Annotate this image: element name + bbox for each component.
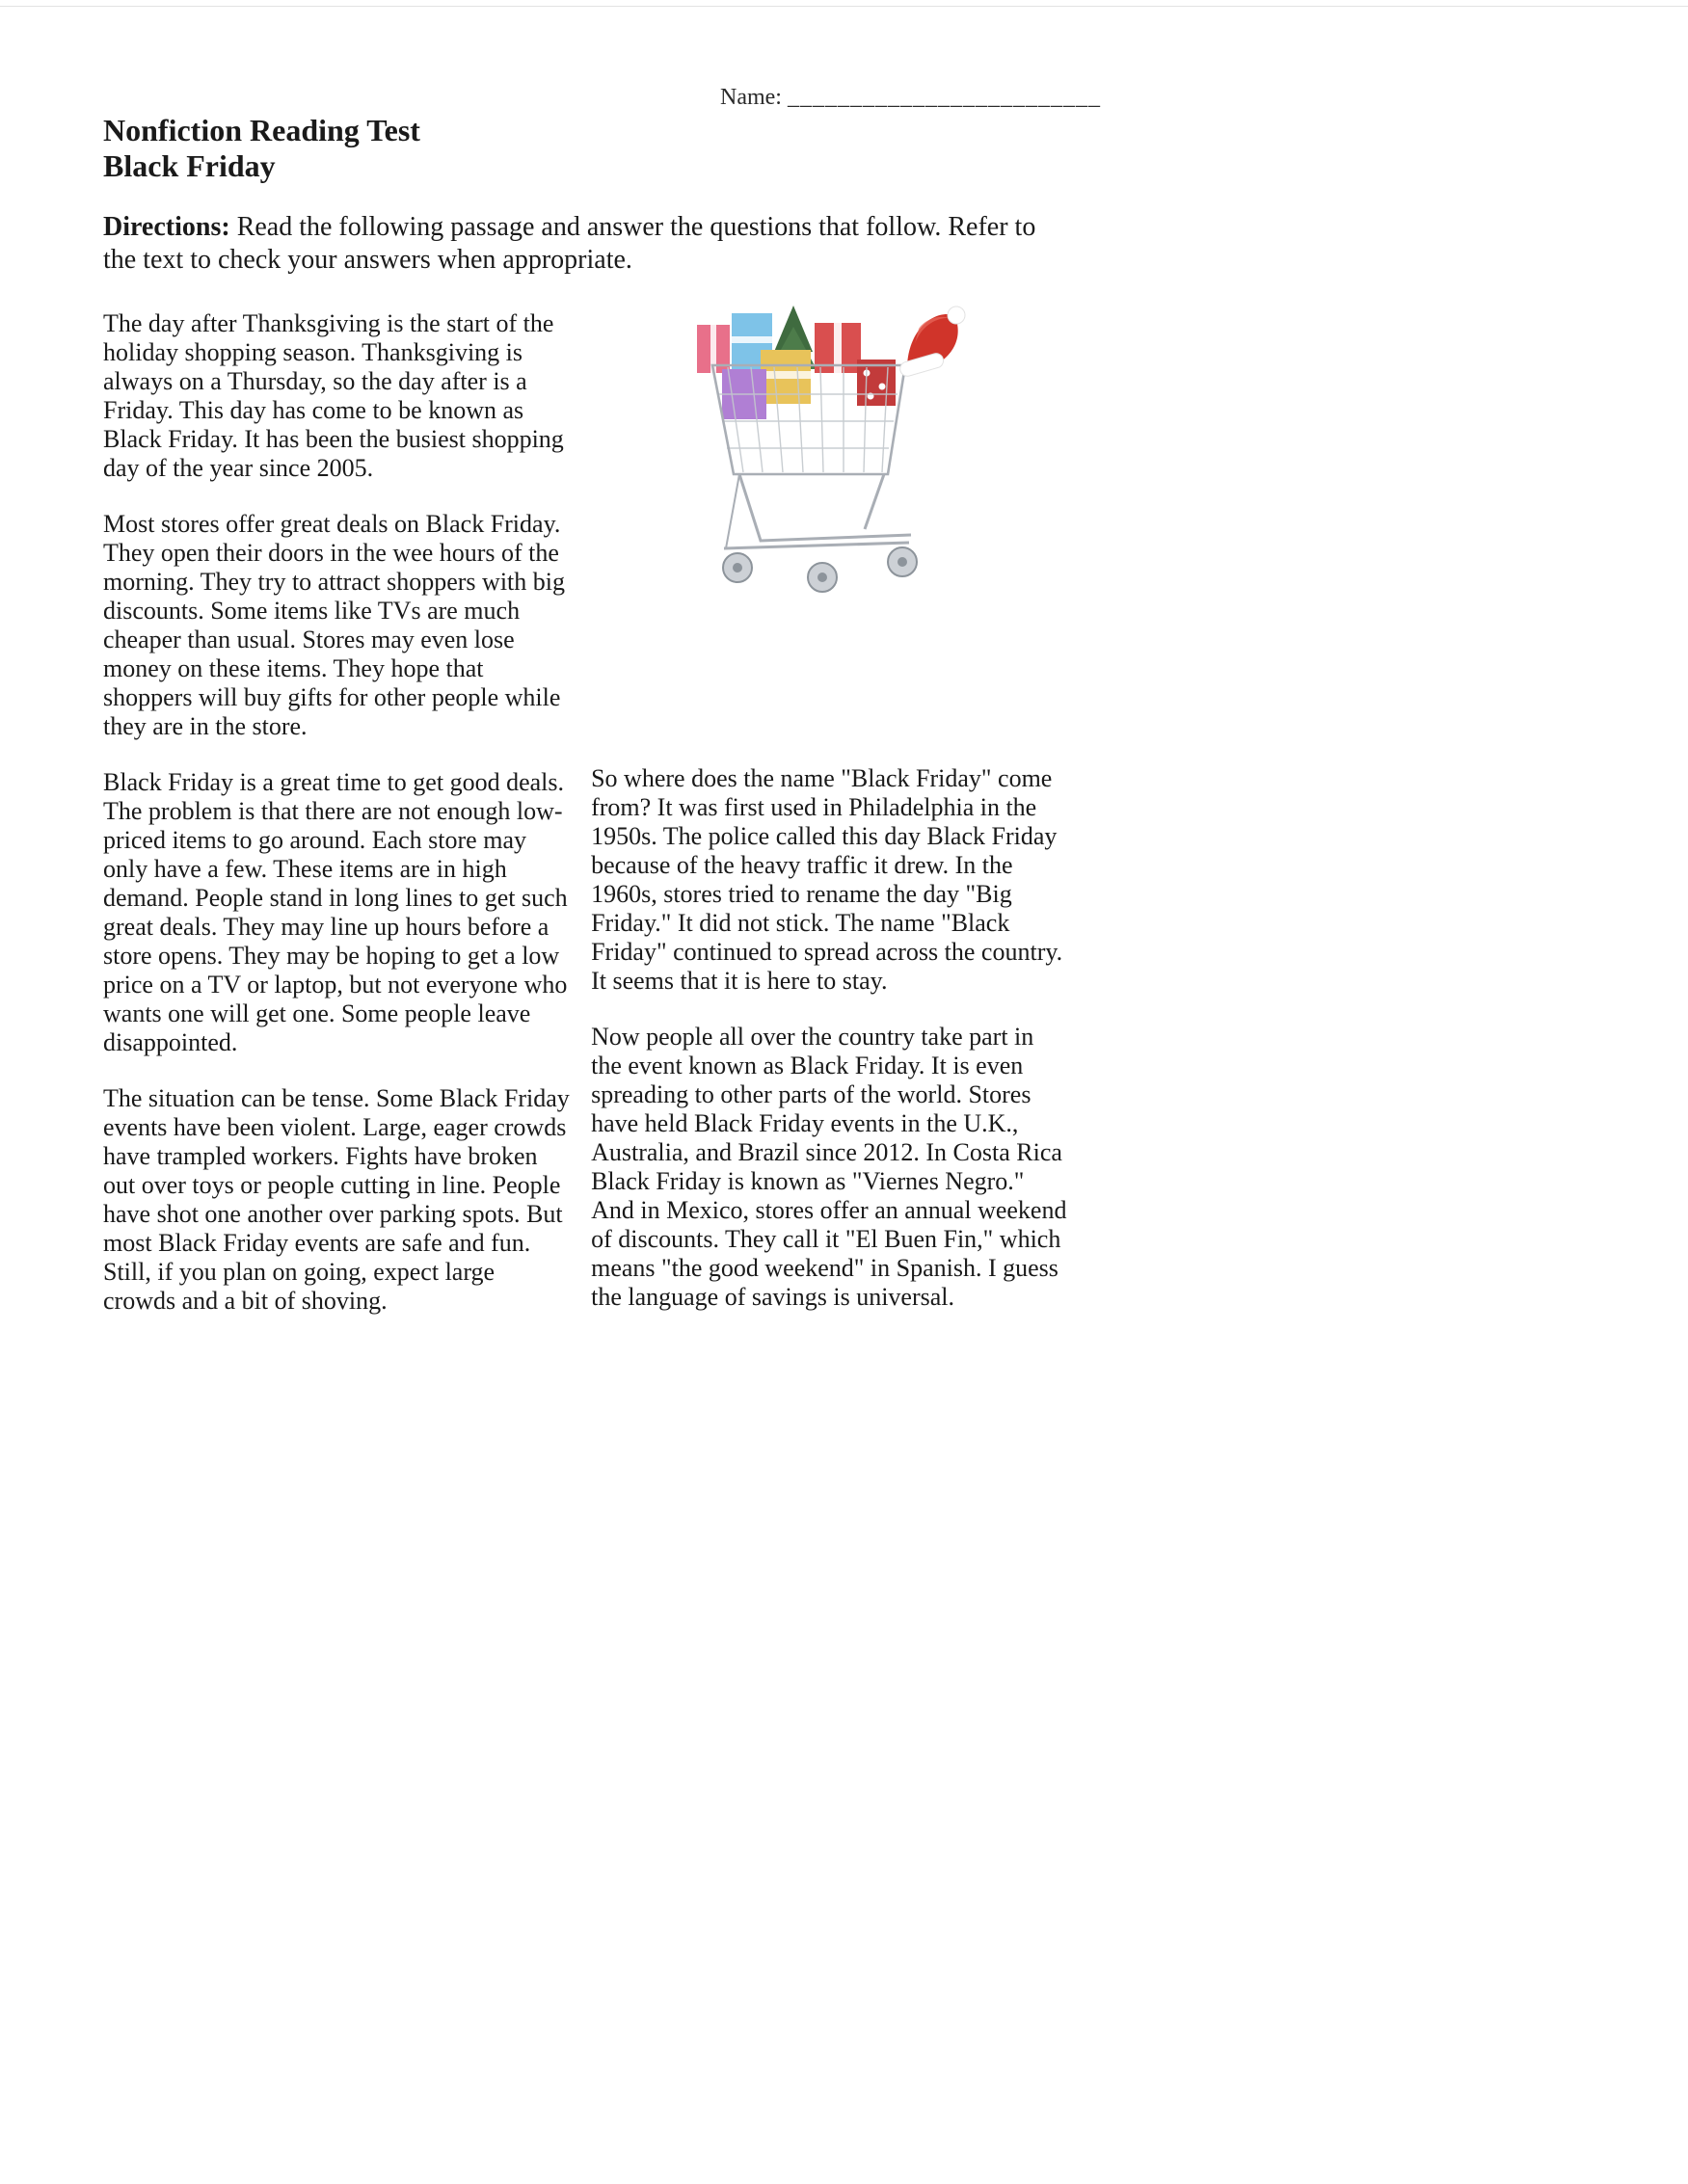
page-edge-line <box>0 6 1688 7</box>
passage-paragraph-2: Most stores offer great deals on Black Friday. They open their doors in the wee hours of the morning. They try to attract shoppers with big discounts. Some items like TVs are much cheaper than usual. Stores may even lose money on these items. They hope that shoppers will buy gifts for other people while they are in the store. <box>103 510 565 740</box>
passage-paragraph-1: The day after Thanksgiving is the start of the holiday shopping season. Thanksgiving is always on a Thursday, so the day after is a Friday. This day has come to be known as Black Friday. It has been the busiest shopping day of the year since 2005. <box>103 309 564 482</box>
passage-right-column <box>591 309 1067 1312</box>
shopping-cart-image <box>668 306 977 606</box>
cart-frame <box>724 474 911 548</box>
cart-wheels <box>723 547 917 592</box>
passage-left-column <box>103 309 570 1316</box>
passage-paragraph-6: Now people all over the country take part in the event known as Black Friday. It is even spreading to other parts of the world. Stores have held Black Friday events in the U.K., Australia, and Brazil since 2012. In Costa Rica Black Friday is known as "Viernes Negro." And in Mexico, stores offer an annual weekend of discounts. They call it "El Buen Fin," which means "the good weekend" in Spanish. I guess the language of savings is universal. <box>591 1023 1067 1311</box>
passage-columns <box>103 309 1067 1316</box>
title-line-2: Black Friday <box>103 148 276 183</box>
worksheet-page <box>103 85 1101 1316</box>
passage-paragraph-5: So where does the name "Black Friday" come from? It was first used in Philadelphia in the 1950s. The police called this day Black Friday because of the heavy traffic it drew. In the 1960s, stores tried to rename the day "Big Friday." It did not stick. The name "Black Friday" continued to spread across the country. It seems that it is here to stay. <box>591 764 1063 995</box>
name-row <box>720 85 1101 111</box>
shopping-cart-illustration <box>668 306 977 606</box>
name-label: Name: <box>720 85 782 110</box>
directions-label: Directions: <box>103 212 230 242</box>
name-blank-line: _________________________ <box>787 85 1101 110</box>
page-title <box>103 113 1067 184</box>
passage-paragraph-4: The situation can be tense. Some Black Friday events have been violent. Large, eager crowds have trampled workers. Fights have broken out over toys or people cutting in line. People have shot one another over parking spots. But most Black Friday events are safe and fun. Still, if you plan on going, expect large crowds and a bit of shoving. <box>103 1084 570 1315</box>
title-line-1: Nonfiction Reading Test <box>103 113 420 147</box>
directions <box>103 211 1067 277</box>
passage-paragraph-3: Black Friday is a great time to get good deals. The problem is that there are not enough low-priced items to go around. Each store may only have a few. These items are in high demand. People stand in long lines to get such great deals. They may line up hours before a store opens. They may be hoping to get a low price on a TV or laptop, but not everyone who wants one will get one. Some people leave disappointed. <box>103 768 568 1056</box>
santa-hat <box>898 306 965 378</box>
directions-text: Read the following passage and answer the questions that follow. Refer to the text to check your answers when appropriate. <box>103 212 1036 275</box>
